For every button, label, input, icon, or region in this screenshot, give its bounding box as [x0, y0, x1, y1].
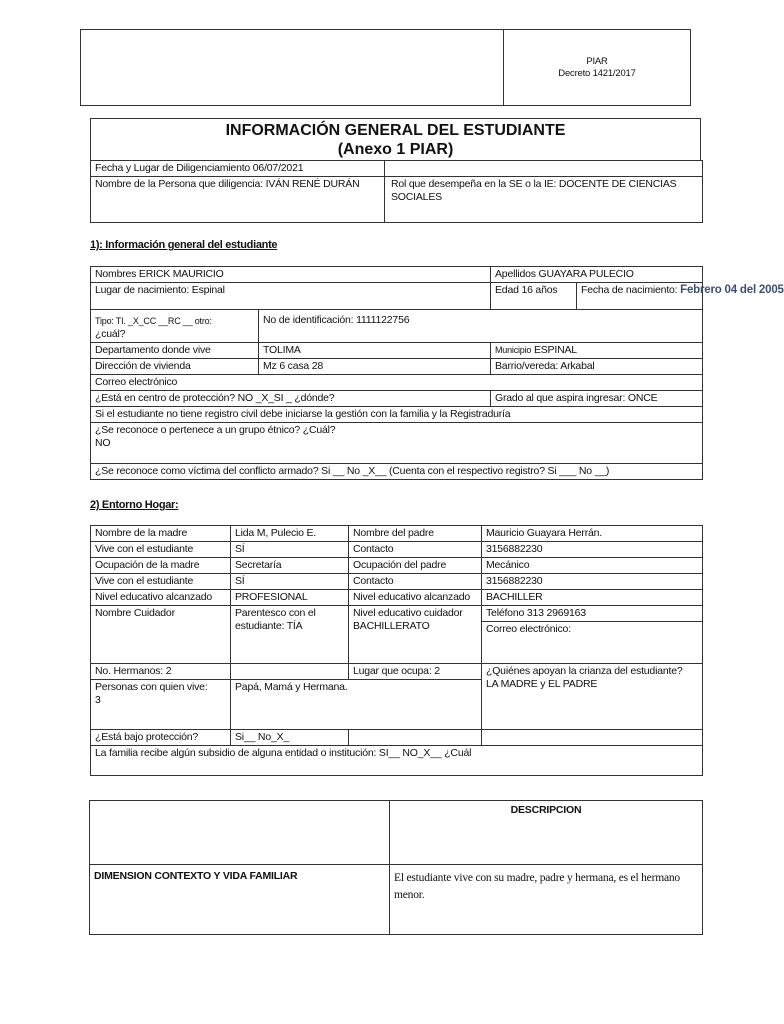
etnico-question: ¿Se reconoce o pertenece a un grupo étnico? ¿Cuál?: [95, 424, 336, 436]
direccion-label: Dirección de vivienda: [91, 359, 259, 375]
vive-padre-label: Vive con el estudiante: [91, 574, 231, 590]
contacto-padre-label: Contacto: [349, 574, 482, 590]
quienes-apoyan-answer: LA MADRE y EL PADRE: [486, 678, 598, 690]
form-title: [90, 118, 701, 160]
tipo-id-label: Tipo: TI. _X_CC __RC __ otro:: [95, 316, 212, 326]
fecha-nacimiento-cell: [577, 283, 784, 310]
vive-padre-value: SÍ: [231, 574, 349, 590]
nombre-persona-cell: Nombre de la Persona que diligencia: IVÁN RENÉ DURÁN: [91, 177, 385, 223]
subsidio-cell: La familia recibe algún subsidio de alguna entidad o institución: SI__ NO_X__ ¿Cuál: [91, 746, 703, 776]
hermanos-empty-cell: [231, 664, 349, 680]
header-empty-cell: [81, 30, 504, 106]
nivel-madre-value: PROFESIONAL: [231, 590, 349, 606]
cual-label: ¿cuál?: [95, 328, 126, 340]
bajo-proteccion-value: Si__ No_X_: [231, 730, 349, 746]
ocupacion-madre-label: Ocupación de la madre: [91, 558, 231, 574]
contacto-madre-value: 3156882230: [482, 542, 703, 558]
cuidador-label: Nombre Cuidador: [91, 606, 231, 664]
section1-heading: 1): Información general del estudiante: [90, 239, 278, 251]
contacto-madre-label: Contacto: [349, 542, 482, 558]
nivel-padre-label: Nivel educativo alcanzado: [349, 590, 482, 606]
personas-count: 3: [95, 694, 101, 706]
barrio-cell: Barrio/vereda: Arkabal: [491, 359, 703, 375]
lugar-ocupa-cell: Lugar que ocupa: 2: [349, 664, 482, 680]
nivel-cuidador-value: BACHILLERATO: [353, 620, 430, 632]
victima-cell: ¿Se reconoce como víctima del conflicto armado? Si __ No _X__ (Cuenta con el respectivo registro? Si ___ No __): [91, 464, 703, 480]
header-piar-cell: [504, 30, 691, 106]
fecha-cell: Fecha y Lugar de Diligenciamiento 06/07/2021: [91, 161, 385, 177]
descripcion-header: DESCRIPCION: [390, 801, 703, 865]
personas-value: Papá, Mamá y Hermana.: [231, 680, 482, 730]
registro-cell: Si el estudiante no tiene registro civil debe iniciarse la gestión con la familia y la Registraduría: [91, 407, 703, 423]
edad-cell: Edad 16 años: [491, 283, 577, 310]
document-header: [80, 29, 691, 106]
grado-cell: Grado al que aspira ingresar: ONCE: [491, 391, 703, 407]
madre-label: Nombre de la madre: [91, 526, 231, 542]
etnico-answer: NO: [95, 437, 111, 449]
parentesco-cell: Parentesco con el estudiante: TÍA: [231, 606, 349, 664]
ocupacion-padre-label: Ocupación del padre: [349, 558, 482, 574]
madre-value: Lida M, Pulecio E.: [231, 526, 349, 542]
quienes-apoyan-cell: [482, 664, 703, 730]
bajo-proteccion-empty2: [482, 730, 703, 746]
dimension-label: DIMENSION CONTEXTO Y VIDA FAMILIAR: [90, 865, 390, 935]
rol-cell: Rol que desempeña en la SE o la IE: DOCENTE DE CIENCIAS SOCIALES: [385, 177, 703, 223]
municipio-cell: [491, 343, 703, 359]
nivel-padre-value: BACHILLER: [482, 590, 703, 606]
nivel-cuidador-label: Nivel educativo cuidador: [353, 607, 463, 619]
fecha-nacimiento-label: Fecha de nacimiento:: [581, 284, 678, 296]
vive-madre-label: Vive con el estudiante: [91, 542, 231, 558]
ocupacion-madre-value: Secretaría: [231, 558, 349, 574]
ocupacion-padre-value: Mecánico: [482, 558, 703, 574]
bajo-proteccion-empty1: [349, 730, 482, 746]
telefono-correo-cell: [482, 606, 703, 664]
tipo-id-cell: [91, 310, 259, 343]
padre-label: Nombre del padre: [349, 526, 482, 542]
bajo-proteccion-label: ¿Está bajo protección?: [91, 730, 231, 746]
fecha-nacimiento-value: Febrero 04 del 2005: [680, 284, 784, 296]
proteccion-cell: ¿Está en centro de protección? NO _X_SI _ ¿dónde?: [91, 391, 491, 407]
dimension-table: [89, 800, 703, 935]
nombres-cell: Nombres ERICK MAURICIO: [91, 267, 491, 283]
municipio-value: ESPINAL: [533, 344, 577, 356]
contacto-padre-value: 3156882230: [482, 574, 703, 590]
correo-cell: Correo electrónico: [91, 375, 703, 391]
hermanos-cell: No. Hermanos: 2: [91, 664, 231, 680]
municipio-label: Municipio: [495, 345, 532, 355]
quienes-apoyan-question: ¿Quiénes apoyan la crianza del estudiante?: [486, 665, 683, 677]
family-table: [90, 525, 703, 776]
vive-madre-value: SÍ: [231, 542, 349, 558]
etnico-cell: [91, 423, 703, 464]
apellidos-cell: Apellidos GUAYARA PULECIO: [491, 267, 703, 283]
diligencia-table: [90, 160, 703, 223]
personas-label-cell: [91, 680, 231, 730]
dimension-value: El estudiante vive con su madre, padre y hermana, es el hermano menor.: [390, 865, 703, 935]
fecha-empty-cell: [385, 161, 703, 177]
student-info-table: [90, 266, 784, 480]
padre-value: Mauricio Guayara Herrán.: [482, 526, 703, 542]
form-title-line1: INFORMACIÓN GENERAL DEL ESTUDIANTE: [225, 122, 566, 139]
correo-cuidador-label: Correo electrónico:: [486, 623, 571, 635]
nivel-madre-label: Nivel educativo alcanzado: [91, 590, 231, 606]
nivel-cuidador-cell: [349, 606, 482, 664]
direccion-value: Mz 6 casa 28: [259, 359, 491, 375]
lugar-nacimiento-cell: Lugar de nacimiento: Espinal: [91, 283, 491, 310]
section2-heading: 2) Entorno Hogar:: [90, 499, 179, 511]
descripcion-empty-cell: [90, 801, 390, 865]
telefono-value: Teléfono 313 2969163: [482, 606, 702, 622]
departamento-label: Departamento donde vive: [91, 343, 259, 359]
piar-label: PIAR: [586, 55, 608, 67]
no-id-cell: No de identificación: 1111122756: [259, 310, 703, 343]
departamento-value: TOLIMA: [259, 343, 491, 359]
form-title-line2: (Anexo 1 PIAR): [337, 141, 454, 158]
personas-label: Personas con quien vive:: [95, 681, 208, 693]
decreto-label: Decreto 1421/2017: [558, 67, 636, 79]
